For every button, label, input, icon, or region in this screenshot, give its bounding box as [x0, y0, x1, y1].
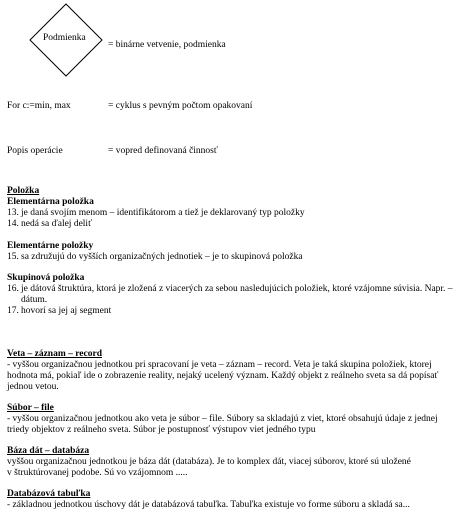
section-title-polozka: Položka — [7, 186, 40, 196]
section-title-databazova-tabulka: Databázová tabuľka — [7, 489, 91, 499]
list-item-text: je daná svojím menom – identifikátorom a tiež je deklarovaný typ položky — [21, 208, 305, 218]
paragraph-line: - základnou jednotkou úschovy dát je databázová tabuľka. Tabuľka existuje vo forme súboru a skladá sa... — [7, 500, 410, 510]
list-item — [7, 208, 305, 219]
paragraph-line: v štruktúrovanej podobe. Sú vo vzájomnom ..... — [7, 468, 188, 478]
list-item-text: hovorí sa jej aj segment — [21, 306, 112, 316]
subtitle-elementarne-polozky: Elementárne položky — [7, 241, 94, 251]
list-item-text: je dátová štruktúra, ktorá je zložená z viacerých za sebou nasledujúcich položiek, ktoré vzájomne súvisia. Napr. – — [21, 284, 453, 294]
paragraph-line: - vyššou organizačnou jednotkou ako veta je súbor – file. Súbory sa skladajú z viet, ktoré obsahujú údaje z jednej — [7, 414, 438, 424]
loop-label: For c:=min, max — [7, 101, 71, 111]
operation-description: = vopred definovaná činnosť — [108, 146, 218, 156]
list-item — [7, 284, 453, 295]
diamond-label: Podmienka — [43, 33, 86, 43]
list-item — [7, 306, 111, 317]
diamond-description: = binárne vetvenie, podmienka — [108, 40, 226, 50]
operation-label: Popis operácie — [7, 146, 63, 156]
list-item-text: nedá sa ďalej deliť — [21, 219, 93, 229]
subtitle-elementarna-polozka: Elementárna položka — [7, 197, 94, 207]
section-title-veta: Veta – záznam – record — [7, 349, 102, 359]
section-title-baza-dat: Báza dát – databáza — [7, 446, 90, 456]
paragraph-line: hodnota má, pokiaľ ide o zobrazenie reality, nejaký ucelený význam. Každý objekt z reálneho sveta sa dá popísať — [7, 371, 439, 381]
loop-description: = cyklus s pevným počtom opakovaní — [108, 101, 253, 111]
list-item — [7, 252, 303, 263]
list-item-number: 14. — [7, 219, 19, 229]
list-item-continuation — [21, 295, 47, 306]
paragraph-line: vyššou organizačnou jednotkou je báza dát (databáza). Je to komplex dát, viacej súborov, ktoré sú uložené — [7, 457, 411, 467]
paragraph-line: jednou vetou. — [7, 382, 59, 392]
paragraph-line: triedy objektov z reálneho sveta. Súbor je postupnosť výstupov viet jedného typu — [7, 425, 316, 435]
list-item-text: sa združujú do vyšších organizačných jednotiek – je to skupinová položka — [21, 252, 303, 262]
paragraph-line: - vyššou organizačnou jednotkou pri spracovaní je veta – záznam – record. Veta je taká skupina položiek, ktorej — [7, 360, 432, 370]
list-item-text: dátum. — [21, 295, 48, 305]
list-item-number: 13. — [7, 208, 19, 218]
list-item-number: 15. — [7, 252, 19, 262]
list-item — [7, 219, 92, 230]
section-title-subor: Súbor – file — [7, 403, 54, 413]
subtitle-skupinova-polozka: Skupinová položka — [7, 273, 85, 283]
list-item-number: 17. — [7, 306, 19, 316]
list-item-number: 16. — [7, 284, 19, 294]
